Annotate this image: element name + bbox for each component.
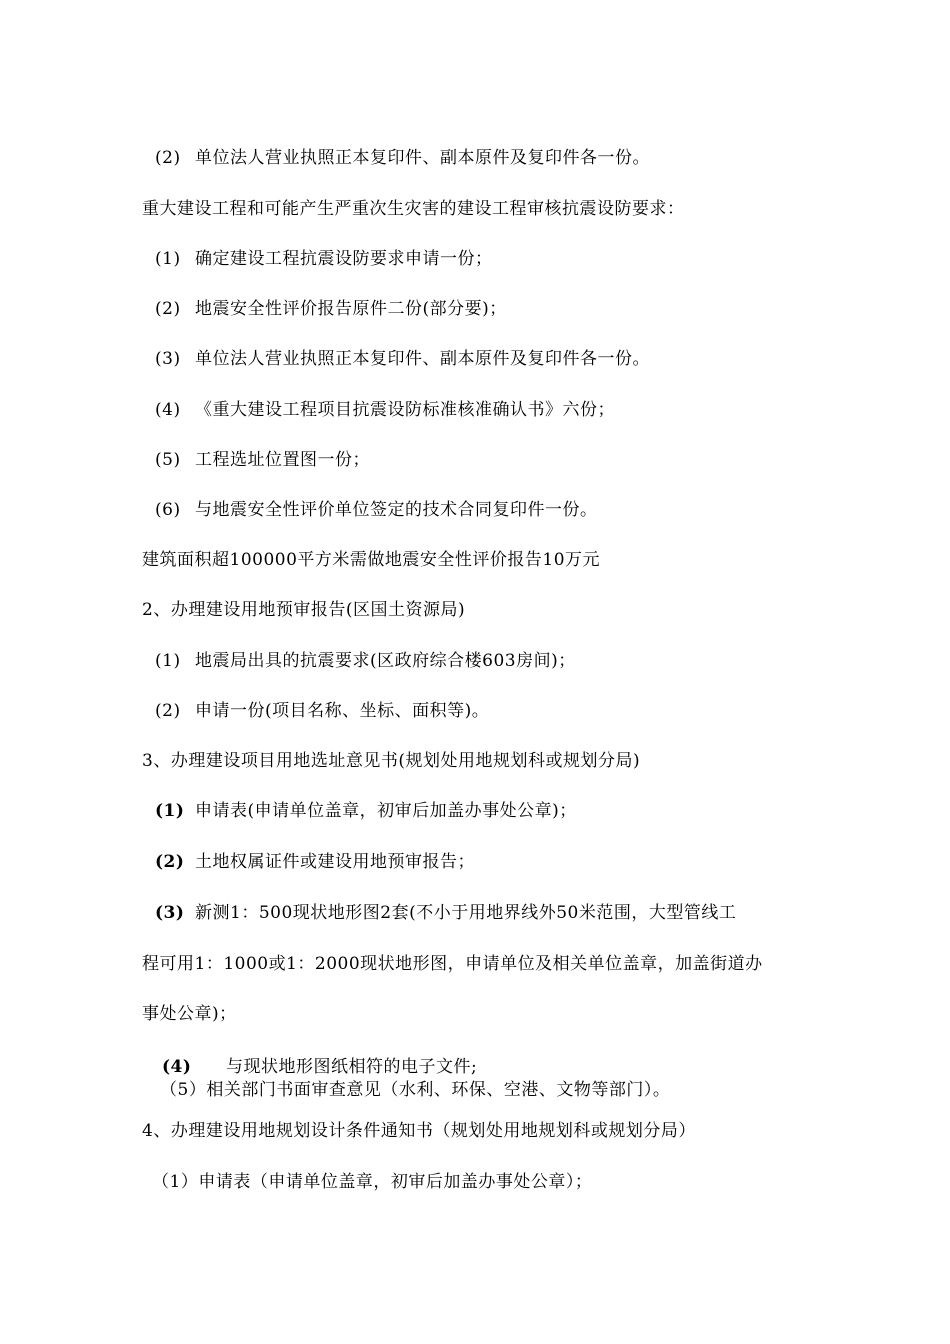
item-text: （1）申请表（申请单位盖章，初审后加盖办事处公章）； xyxy=(152,1172,593,1192)
note-text: 建筑面积超100000平方米需做地震安全性评价报告10万元 xyxy=(142,550,601,570)
item-number: (3) xyxy=(155,903,185,923)
item-number: (2) xyxy=(155,852,185,872)
item-text: 与地震安全性评价单位签定的技术合同复印件一份。 xyxy=(195,500,598,520)
paragraph-line xyxy=(155,650,576,672)
paragraph-line xyxy=(155,499,598,521)
continuation-text: 事处公章)； xyxy=(142,1004,237,1024)
item-number: (3) xyxy=(155,349,181,369)
item-text: 单位法人营业执照正本复印件、副本原件及复印件各一份。 xyxy=(195,349,650,369)
paragraph-line xyxy=(160,1079,670,1101)
paragraph-line xyxy=(155,298,507,320)
paragraph-line xyxy=(155,851,475,873)
section-heading xyxy=(142,599,465,621)
paragraph-line xyxy=(155,147,650,169)
item-text: 地震局出具的抗震要求(区政府综合楼603房间)； xyxy=(195,651,576,671)
item-number: (2) xyxy=(155,148,181,168)
item-number: (1) xyxy=(155,249,181,269)
heading-text: 2、办理建设用地预审报告(区国土资源局) xyxy=(142,600,466,620)
paragraph-line xyxy=(155,248,493,270)
item-text: 申请表(申请单位盖章，初审后加盖办事处公章)； xyxy=(195,801,577,821)
item-text: 土地权属证件或建设用地预审报告； xyxy=(195,852,475,872)
heading-text: 4、办理建设用地规划设计条件通知书（规划处用地规划科或规划分局） xyxy=(142,1121,696,1141)
item-number: (6) xyxy=(155,500,181,520)
item-number: (5) xyxy=(155,450,181,470)
item-number: (2) xyxy=(155,299,181,319)
paragraph-line xyxy=(142,549,600,571)
heading-text: 重大建设工程和可能产生严重次生灾害的建设工程审核抗震设防要求： xyxy=(142,199,685,219)
paragraph-line xyxy=(142,953,763,975)
paragraph-line xyxy=(142,1003,237,1025)
paragraph-line xyxy=(155,399,615,421)
paragraph-line xyxy=(155,449,370,471)
item-text: 单位法人营业执照正本复印件、副本原件及复印件各一份。 xyxy=(195,148,650,168)
heading-text: 3、办理建设项目用地选址意见书(规划处用地规划科或规划分局) xyxy=(142,751,641,771)
item-text: （5）相关部门书面审查意见（水利、环保、空港、文物等部门）。 xyxy=(160,1080,671,1100)
paragraph-line xyxy=(155,800,577,822)
item-number: (1) xyxy=(155,801,185,821)
section-heading xyxy=(142,1120,696,1142)
item-number: (4) xyxy=(162,1057,192,1077)
paragraph-line xyxy=(155,902,736,924)
paragraph-line xyxy=(152,1171,592,1193)
continuation-text: 程可用1：1000或1：2000现状地形图，申请单位及相关单位盖章，加盖街道办 xyxy=(142,954,763,974)
paragraph-line xyxy=(155,348,650,370)
item-text: 地震安全性评价报告原件二份(部分要)； xyxy=(195,299,507,319)
item-text: 《重大建设工程项目抗震设防标准核准确认书》六份； xyxy=(195,400,615,420)
section-heading xyxy=(142,198,685,220)
item-text: 新测1：500现状地形图2套(不小于用地界线外50米范围，大型管线工 xyxy=(195,903,737,923)
item-number: (4) xyxy=(155,400,181,420)
item-text: 申请一份(项目名称、坐标、面积等)。 xyxy=(195,701,490,721)
item-number: (2) xyxy=(155,701,181,721)
paragraph-line xyxy=(155,700,489,722)
item-number: (1) xyxy=(155,651,181,671)
item-text: 与现状地形图纸相符的电子文件; xyxy=(226,1057,478,1077)
section-heading xyxy=(142,750,640,772)
paragraph-line xyxy=(162,1056,477,1078)
item-text: 工程选址位置图一份； xyxy=(195,450,370,470)
item-text: 确定建设工程抗震设防要求申请一份； xyxy=(195,249,493,269)
